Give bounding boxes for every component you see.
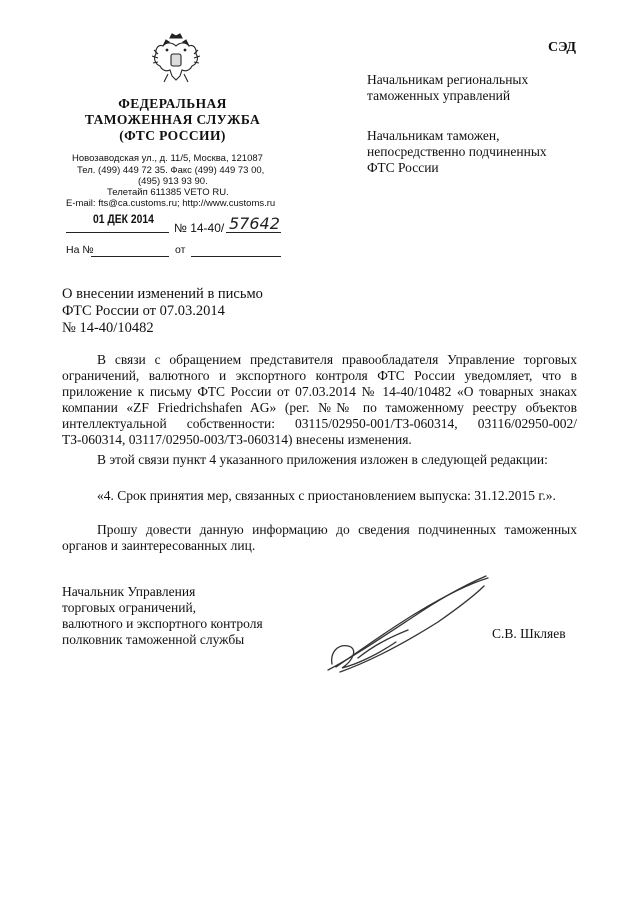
handwritten-signature [318, 572, 493, 682]
org-address: Новозаводская ул., д. 11/5, Москва, 121087 [72, 153, 263, 164]
signatory-name: С.В. Шкляев [492, 626, 566, 641]
reference-date-line [191, 256, 281, 257]
number-underline [226, 232, 281, 233]
subject-line-2: ФТС России от 07.03.2014 [62, 303, 225, 319]
addressee-line-4: непосредственно подчиненных [367, 144, 547, 159]
sed-mark: СЭД [548, 40, 577, 55]
addressee-line-2: таможенных управлений [367, 88, 511, 103]
registration-date-stamp: 01 ДЕК 2014 [93, 214, 154, 226]
org-teletype: Телетайп 611385 VETO RU. [107, 187, 229, 198]
addressee-line-1: Начальникам региональных [367, 72, 529, 87]
subject-line-1: О внесении изменений в письмо [62, 286, 263, 302]
signatory-title-line-4: полковник таможенной службы [62, 632, 245, 647]
registration-number-prefix: № 14-40/ [174, 221, 225, 235]
coat-of-arms-emblem [150, 32, 202, 86]
org-name-line2: ТАМОЖЕННАЯ СЛУЖБА [84, 112, 261, 127]
reference-number-line [91, 256, 169, 257]
body-paragraph-1: В связи с обращением представителя правообладателя Управление торговых ограничений, валютного и экспортного контроля ФТС России уведомляет, что в приложение к письму ФТС России от 07.03.2014 № 14-40/10482 «О товарных знаках компании «ZF Friedrichshafen AG» (рег. №№ по таможенному реестру объектов интеллектуальной собственности: 03115/02950-001/ТЗ-060314, 03116/02950-002/ТЗ-060314, 03117/02950-003/ТЗ-060314) внесены изменения. [62, 352, 577, 447]
org-email: E-mail: fts@ca.customs.ru; http://www.customs.ru [66, 198, 276, 209]
org-name-line1: ФЕДЕРАЛЬНАЯ [118, 96, 227, 111]
addressee-line-5: ФТС России [367, 160, 439, 175]
body-paragraph-3: «4. Срок принятия мер, связанных с приостановлением выпуска: 31.12.2015 г.». [97, 488, 556, 503]
org-name-line3: (ФТС РОССИИ) [119, 128, 226, 143]
signatory-title [62, 584, 263, 648]
org-phone: Тел. (499) 449 72 35. Факс (499) 449 73 00, [77, 165, 265, 176]
addressee-line-3: Начальникам таможен, [367, 128, 500, 143]
signatory-title-line-1: Начальник Управления [62, 584, 196, 599]
date-underline [66, 232, 169, 233]
body-paragraph-2: В этой связи пункт 4 указанного приложения изложен в следующей редакции: [97, 452, 548, 467]
signatory-title-line-2: торговых ограничений, [62, 600, 197, 615]
signatory-title-line-3: валютного и экспортного контроля [62, 616, 263, 631]
org-phone-2: (495) 913 93 90. [138, 176, 208, 187]
reference-date-label: от [175, 244, 186, 256]
subject-line-3: № 14-40/10482 [62, 320, 154, 336]
reference-number-label: На № [66, 244, 94, 256]
registration-number-handwritten: 57642 [229, 214, 280, 233]
letter-subject [62, 286, 263, 337]
body-paragraph-4: Прошу довести данную информацию до сведения подчиненных таможенных органов и заинтересованных лиц. [62, 522, 577, 553]
